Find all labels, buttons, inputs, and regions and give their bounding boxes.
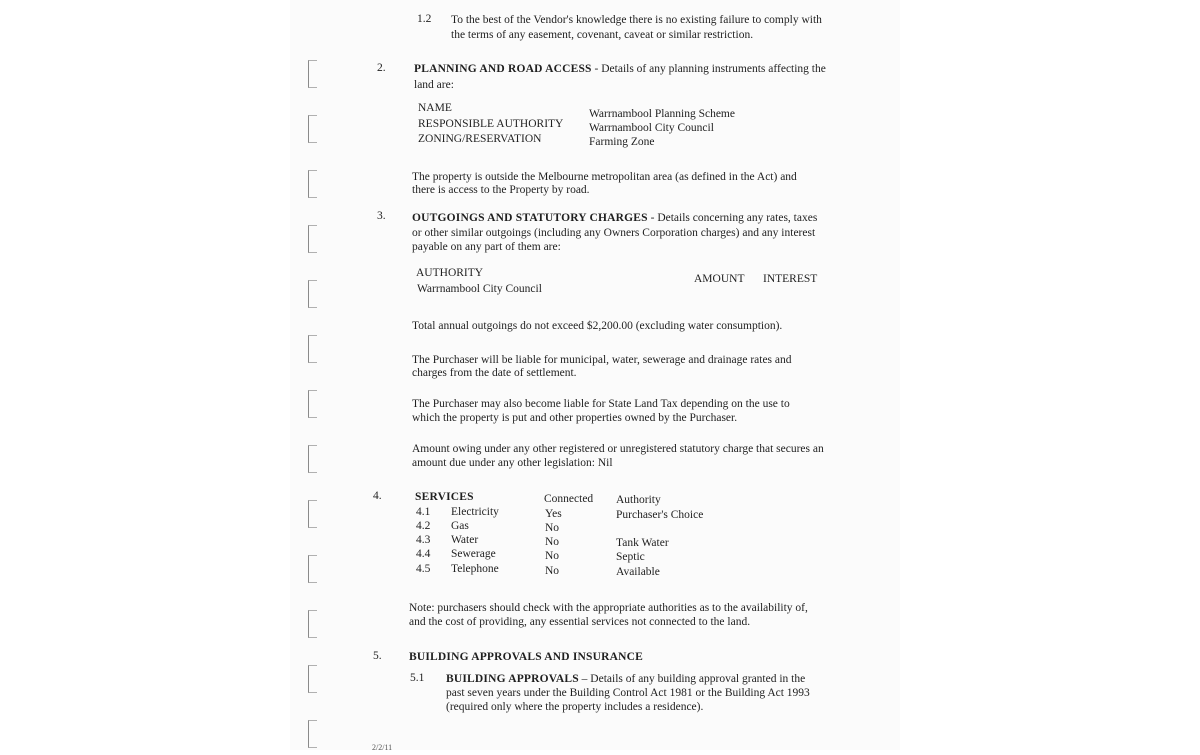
service-authority: Purchaser's Choice <box>616 509 704 521</box>
land-tax-line: which the property is put and other properties owned by the Purchaser. <box>412 412 738 424</box>
service-authority: Septic <box>616 551 645 563</box>
clause-5-1-heading: BUILDING APPROVALS <box>446 673 579 685</box>
section-3-heading: OUTGOINGS AND STATUTORY CHARGES <box>412 212 648 224</box>
binding-mark <box>308 445 317 473</box>
binding-mark <box>308 60 317 88</box>
planning-value: Farming Zone <box>589 136 655 148</box>
section-5-number: 5. <box>373 650 382 662</box>
clause-5-1-line <box>446 672 805 687</box>
outgoings-col-interest: INTEREST <box>763 273 818 285</box>
service-name: Water <box>451 534 479 546</box>
page-footer-code: 2/2/11 <box>372 743 393 752</box>
outgoings-col-amount: AMOUNT <box>694 273 745 285</box>
section-4-heading: SERVICES <box>415 491 474 503</box>
section-2-number: 2. <box>377 62 386 74</box>
service-name: Gas <box>451 520 469 532</box>
binding-mark <box>308 390 317 418</box>
services-note-line: and the cost of providing, any essential services not connected to the land. <box>409 616 751 628</box>
outgoings-col-authority: AUTHORITY <box>416 267 484 279</box>
section-2-intro <box>414 62 826 77</box>
section-3-intro <box>412 211 817 226</box>
service-name: Electricity <box>451 506 499 518</box>
binding-mark <box>308 500 317 528</box>
clause-5-1-line: past seven years under the Building Control Act 1981 or the Building Act 1993 <box>446 687 810 699</box>
clause-5-1-number: 5.1 <box>410 672 425 684</box>
outgoings-total: Total annual outgoings do not exceed $2,200.00 (excluding water consumption). <box>412 320 783 332</box>
binding-mark <box>308 555 317 583</box>
section-2-heading: PLANNING AND ROAD ACCESS <box>414 63 592 75</box>
purchaser-liable-line: The Purchaser will be liable for municipal, water, sewerage and drainage rates and <box>412 354 792 366</box>
section-5-heading: BUILDING APPROVALS AND INSURANCE <box>409 651 643 663</box>
service-connected: No <box>545 550 560 562</box>
service-name: Sewerage <box>451 548 496 560</box>
clause-1-2-line: the terms of any easement, covenant, caveat or similar restriction. <box>451 29 754 41</box>
section-2-note-line: there is access to the Property by road. <box>412 184 590 196</box>
binding-mark <box>308 280 317 308</box>
purchaser-liable-line: charges from the date of settlement. <box>412 367 577 379</box>
services-col-connected: Connected <box>544 493 594 505</box>
section-3-intro-line: or other similar outgoings (including any Owners Corporation charges) and any interest <box>412 227 816 239</box>
service-number: 4.1 <box>416 506 431 518</box>
clause-5-1-line: (required only where the property includes a residence). <box>446 701 704 713</box>
section-3-intro-line: payable on any part of them are: <box>412 241 561 253</box>
section-2-intro-line: land are: <box>414 79 454 91</box>
binding-mark <box>308 720 317 748</box>
clause-5-1-rest: – Details of any building approval granted in the <box>578 673 806 685</box>
section-3-number: 3. <box>377 210 386 222</box>
binding-mark <box>308 665 317 693</box>
service-number: 4.2 <box>416 520 431 532</box>
planning-value: Warrnambool Planning Scheme <box>589 108 735 120</box>
binding-holes <box>308 0 324 750</box>
clause-1-2-number: 1.2 <box>417 13 432 25</box>
planning-label: ZONING/RESERVATION <box>418 133 542 145</box>
service-connected: No <box>545 522 560 534</box>
binding-mark <box>308 115 317 143</box>
services-col-authority: Authority <box>616 494 661 506</box>
services-note-line: Note: purchasers should check with the appropriate authorities as to the availability of, <box>409 602 808 614</box>
service-authority: Available <box>616 566 660 578</box>
service-number: 4.5 <box>416 563 431 575</box>
binding-mark <box>308 610 317 638</box>
amount-owing-line: Amount owing under any other registered or unregistered statutory charge that secures an <box>412 443 824 455</box>
service-connected: Yes <box>545 508 562 520</box>
section-4-number: 4. <box>373 490 382 502</box>
binding-mark <box>308 335 317 363</box>
section-2-intro-rest: - Details of any planning instruments affecting the <box>591 63 826 75</box>
section-3-intro-rest: - Details concerning any rates, taxes <box>647 212 818 224</box>
section-2-note-line: The property is outside the Melbourne metropolitan area (as defined in the Act) and <box>412 171 797 183</box>
outgoings-authority-value: Warrnambool City Council <box>417 283 542 295</box>
land-tax-line: The Purchaser may also become liable for State Land Tax depending on the use to <box>412 398 790 410</box>
service-number: 4.3 <box>416 534 431 546</box>
binding-mark <box>308 225 317 253</box>
service-connected: No <box>545 536 560 548</box>
service-number: 4.4 <box>416 548 431 560</box>
amount-owing-line: amount due under any other legislation: Nil <box>412 457 613 469</box>
binding-mark <box>308 170 317 198</box>
planning-label: NAME <box>418 102 452 114</box>
service-connected: No <box>545 565 560 577</box>
planning-value: Warrnambool City Council <box>589 122 714 134</box>
service-name: Telephone <box>451 563 499 575</box>
planning-label: RESPONSIBLE AUTHORITY <box>418 118 564 130</box>
clause-1-2-line: To the best of the Vendor's knowledge there is no existing failure to comply with <box>451 14 822 26</box>
service-authority: Tank Water <box>616 537 669 549</box>
